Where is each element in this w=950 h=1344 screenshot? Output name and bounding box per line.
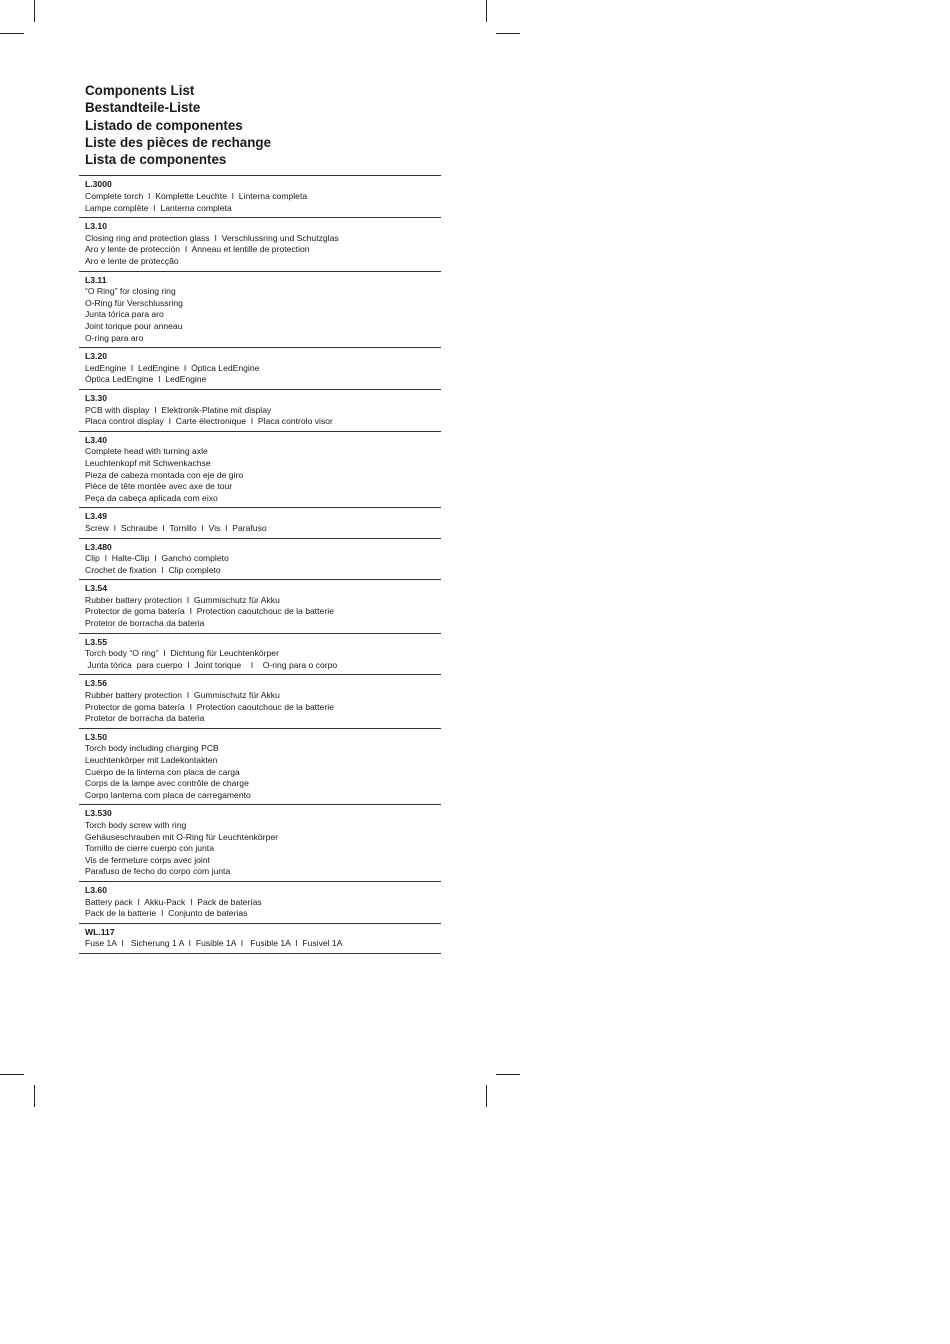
component-description: Complete head with turning axle bbox=[85, 446, 208, 457]
component-description: Óptica LedEngine I LedEngine bbox=[85, 374, 207, 385]
component-description: O-Ring für Verschlussring bbox=[85, 297, 183, 308]
component-item bbox=[79, 218, 441, 271]
component-description: Corps de la lampe avec contrôle de charge bbox=[85, 778, 249, 789]
component-code: L3.56 bbox=[85, 678, 107, 689]
components-list bbox=[79, 175, 441, 953]
crop-mark bbox=[34, 1085, 35, 1107]
component-description: Aro y lente de protección I Anneau et lentille de protection bbox=[85, 244, 310, 255]
component-description: Pack de la batterie I Conjunto de baterias bbox=[85, 908, 248, 919]
component-description: Junta tórica para aro bbox=[85, 309, 164, 320]
component-item bbox=[79, 539, 441, 581]
component-code: L3.30 bbox=[85, 392, 107, 403]
component-item bbox=[79, 580, 441, 633]
component-description: Gehäuseschrauben mit O-Ring für Leuchtenkörper bbox=[85, 831, 278, 842]
component-code: L3.530 bbox=[85, 808, 112, 819]
component-description: Protector de goma batería I Protection caoutchouc de la batterie bbox=[85, 701, 334, 712]
crop-mark bbox=[496, 33, 520, 34]
title-spanish: Listado de componentes bbox=[85, 117, 243, 133]
crop-mark bbox=[0, 33, 24, 34]
component-item bbox=[79, 805, 441, 882]
title-portuguese: Lista de componentes bbox=[85, 152, 227, 168]
crop-mark bbox=[486, 0, 487, 22]
component-description: Crochet de fixation I Clip completo bbox=[85, 564, 221, 575]
component-item bbox=[79, 390, 441, 432]
component-code: L3.54 bbox=[85, 583, 107, 594]
component-description: Clip I Halte-Clip I Gancho completo bbox=[85, 553, 229, 564]
component-description: Pieza de cabeza montada con eje de giro bbox=[85, 469, 244, 480]
component-description: Torch body screw with ring bbox=[85, 819, 187, 830]
component-description: Complete torch I Komplette Leuchte I Linterna completa bbox=[85, 191, 308, 202]
component-item bbox=[79, 924, 441, 954]
component-item bbox=[79, 348, 441, 390]
component-description: “O Ring” for closing ring bbox=[85, 286, 176, 297]
component-description: Aro e lente de protecção bbox=[85, 256, 179, 267]
component-description: Leuchtenkopf mit Schwenkachse bbox=[85, 457, 211, 468]
components-document bbox=[79, 82, 441, 954]
component-code: L3.11 bbox=[85, 274, 107, 285]
component-description: Protector de goma batería I Protection caoutchouc de la batterie bbox=[85, 606, 334, 617]
component-description: Tornillo de cierre cuerpo con junta bbox=[85, 843, 214, 854]
component-description: Battery pack I Akku-Pack I Pack de baterías bbox=[85, 896, 262, 907]
crop-mark bbox=[0, 1074, 24, 1075]
component-description: LedEngine I LedEngine I Óptica LedEngine bbox=[85, 362, 260, 373]
component-description: Lampe complète I Lanterna completa bbox=[85, 202, 232, 213]
component-item bbox=[79, 729, 441, 806]
component-description: Screw I Schraube I Tornillo I Vis I Parafuso bbox=[85, 522, 267, 533]
component-description: Torch body including charging PCB bbox=[85, 743, 219, 754]
title-german: Bestandteile-Liste bbox=[85, 100, 201, 116]
component-description: Joint torique pour anneau bbox=[85, 321, 183, 332]
component-description: O-ring para aro bbox=[85, 332, 144, 343]
component-code: L3.480 bbox=[85, 541, 112, 552]
component-description: Rubber battery protection I Gummischutz für Akku bbox=[85, 594, 280, 605]
crop-mark bbox=[486, 1085, 487, 1107]
component-description: Protetor de borracha da bateria bbox=[85, 713, 205, 724]
component-description: Cuerpo de la linterna con placa de carga bbox=[85, 766, 240, 777]
title-block bbox=[79, 82, 441, 168]
crop-mark bbox=[34, 0, 35, 22]
component-description: Rubber battery protection I Gummischutz für Akku bbox=[85, 690, 280, 701]
component-code: L3.49 bbox=[85, 511, 107, 522]
component-item bbox=[79, 882, 441, 924]
component-description: PCB with display I Elektronik-Platine mit display bbox=[85, 404, 272, 415]
component-item bbox=[79, 176, 441, 218]
component-description: Peça da cabeça aplicada com eixo bbox=[85, 492, 218, 503]
component-description: Vis de fermeture corps avec joint bbox=[85, 854, 210, 865]
component-code: L3.55 bbox=[85, 636, 107, 647]
component-code: L3.40 bbox=[85, 434, 107, 445]
component-description: Fuse 1A I Sicherung 1 A I Fusible 1A I Fusible 1A I Fusivel 1A bbox=[85, 938, 343, 949]
component-code: WL.117 bbox=[85, 926, 115, 937]
component-description: Protetor de borracha da bateria bbox=[85, 618, 205, 629]
component-description: Parafuso de fecho do corpo com junta bbox=[85, 866, 231, 877]
title-french: Liste des pièces de rechange bbox=[85, 134, 272, 150]
component-item bbox=[79, 508, 441, 538]
component-code: L3.10 bbox=[85, 221, 107, 232]
component-item bbox=[79, 432, 441, 509]
crop-mark bbox=[496, 1074, 520, 1075]
component-item bbox=[79, 634, 441, 676]
component-code: L3.60 bbox=[85, 884, 107, 895]
component-description: Corpo lanterna com placa de carregamento bbox=[85, 789, 251, 800]
component-item bbox=[79, 272, 441, 349]
component-code: L3.20 bbox=[85, 351, 107, 362]
component-description: Junta tórica para cuerpo I Joint torique I O-ring para o corpo bbox=[85, 659, 338, 670]
component-description: Pièce de tête montée avec axe de tour bbox=[85, 481, 233, 492]
component-description: Torch body “O ring” I Dichtung für Leuchtenkörper bbox=[85, 648, 279, 659]
component-code: L.3000 bbox=[85, 179, 112, 190]
component-item bbox=[79, 675, 441, 728]
component-code: L3.50 bbox=[85, 731, 107, 742]
title-english: Components List bbox=[85, 83, 195, 98]
component-description: Placa control display I Carte électronique I Placa controlo visor bbox=[85, 416, 333, 427]
component-description: Closing ring and protection glass I Verschlussring und Schutzglas bbox=[85, 232, 339, 243]
component-description: Leuchtenkörper mit Ladekontakten bbox=[85, 755, 218, 766]
